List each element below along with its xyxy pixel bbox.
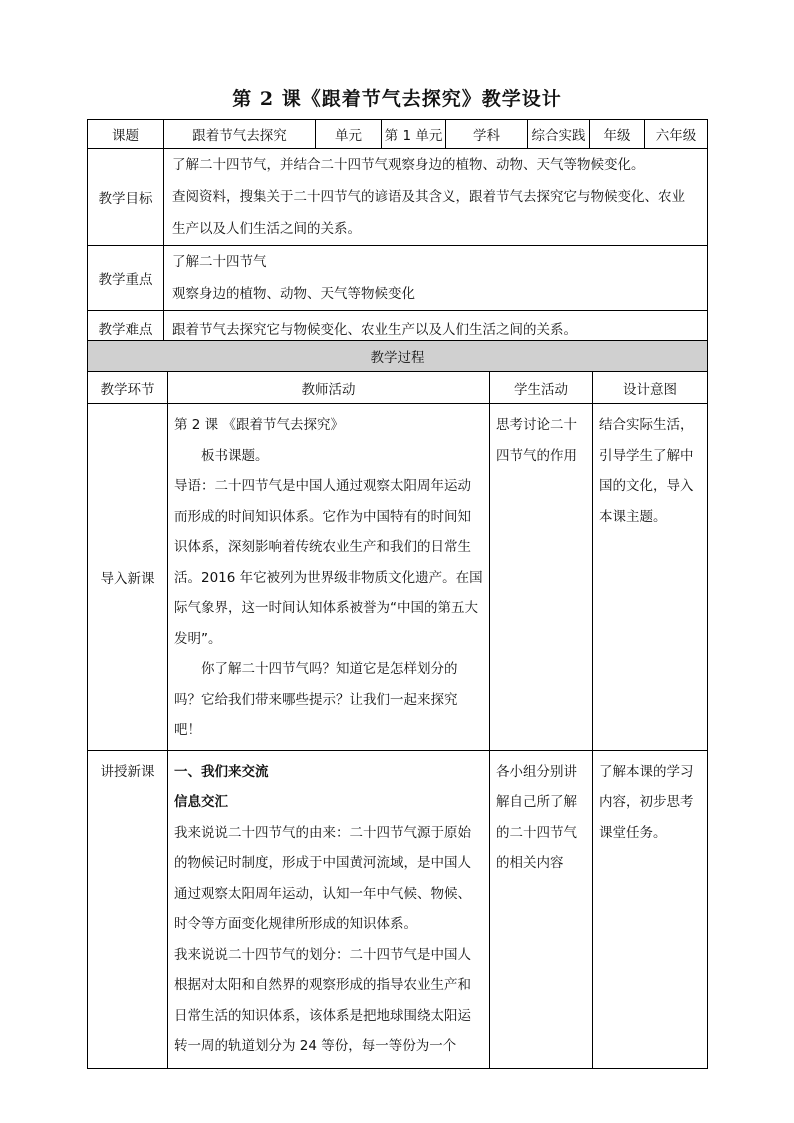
teacher-paragraph: 你了解二十四节气吗？知道它是怎样划分的吗？它给我们带来哪些提示？让我们一起来探究吧！ [174, 661, 458, 738]
unit-value: 第 1 单元 [382, 120, 446, 149]
column-header-stage: 教学环节 [88, 372, 168, 404]
key-points-line-1: 了解二十四节气 [172, 254, 267, 270]
info-table [87, 119, 708, 345]
process-band: 教学过程 [88, 341, 708, 372]
goals-line-2: 查阅资料，搜集关于二十四节气的谚语及其含义，跟着节气去探究它与物候变化、农业 [172, 189, 685, 205]
column-header-intent: 设计意图 [593, 372, 708, 404]
subject-value: 综合实践 [528, 120, 590, 149]
goals-line-1: 了解二十四节气，并结合二十四节气观察身边的植物、动物、天气等物候变化。 [172, 157, 645, 173]
teacher-activity-intro [168, 404, 490, 751]
grade-value: 六年级 [645, 120, 708, 149]
teacher-paragraph: 导语：二十四节气是中国人通过观察太阳周年运动而形成的时间知识体系。它作为中国特有的时间知识体系，深刻影响着传统农业生产和我们的日常生活。2016 年它被列为世界级非物质文化遗产。在国际气象界，这一时间认知体系被誉为“中国的第五大发明”。 [174, 478, 483, 647]
subsection-heading: 信息交汇 [174, 794, 228, 810]
unit-label: 单元 [316, 120, 382, 149]
stage-intro: 导入新课 [88, 404, 168, 751]
column-header-teacher: 教师活动 [168, 372, 490, 404]
student-activity-new-lesson: 各小组分别讲解自己所了解的二十四节气的相关内容 [490, 750, 593, 1068]
section-heading: 一、我们来交流 [174, 763, 269, 780]
page-title: 第 2 课《跟着节气去探究》教学设计 [232, 88, 562, 110]
grade-label: 年级 [590, 120, 645, 149]
course-value: 跟着节气去探究 [164, 120, 316, 149]
student-activity-intro: 思考讨论二十四节气的作用 [490, 404, 593, 751]
teacher-paragraph: 我来说说二十四节气的划分：二十四节气是中国人根据对太阳和自然界的观察形成的指导农业生产和日常生活的知识体系，该体系是把地球围绕太阳运转一周的轨道划分为 24 等份，每一等份为一个 [174, 946, 471, 1054]
key-points-line-2: 观察身边的植物、动物、天气等物候变化 [172, 286, 415, 302]
goals-content [164, 149, 708, 246]
goals-label: 教学目标 [88, 149, 164, 246]
key-points-content [164, 246, 708, 311]
difficulties-content: 跟着节气去探究它与物候变化、农业生产以及人们生活之间的关系。 [164, 311, 708, 345]
course-label: 课题 [88, 120, 164, 149]
process-table [87, 340, 708, 1069]
lesson-heading: 第 2 课 《跟着节气去探究》 [174, 417, 344, 433]
key-points-label: 教学重点 [88, 246, 164, 311]
teacher-activity-new-lesson [168, 750, 490, 1068]
design-intent-intro: 结合实际生活，引导学生了解中国的文化，导入本课主题。 [593, 404, 708, 751]
teacher-paragraph: 我来说说二十四节气的由来：二十四节气源于原始的物候记时制度，形成于中国黄河流域，是中国人通过观察太阳周年运动，认知一年中气候、物候、时令等方面变化规律所形成的知识体系。 [174, 824, 471, 932]
subject-label: 学科 [446, 120, 528, 149]
design-intent-new-lesson: 了解本课的学习内容，初步思考课堂任务。 [593, 750, 708, 1068]
teacher-paragraph: 板书课题。 [201, 447, 269, 464]
goals-line-3: 生产以及人们生活之间的关系。 [172, 221, 361, 237]
difficulties-label: 教学难点 [88, 311, 164, 345]
column-header-student: 学生活动 [490, 372, 593, 404]
stage-new-lesson: 讲授新课 [88, 750, 168, 1068]
